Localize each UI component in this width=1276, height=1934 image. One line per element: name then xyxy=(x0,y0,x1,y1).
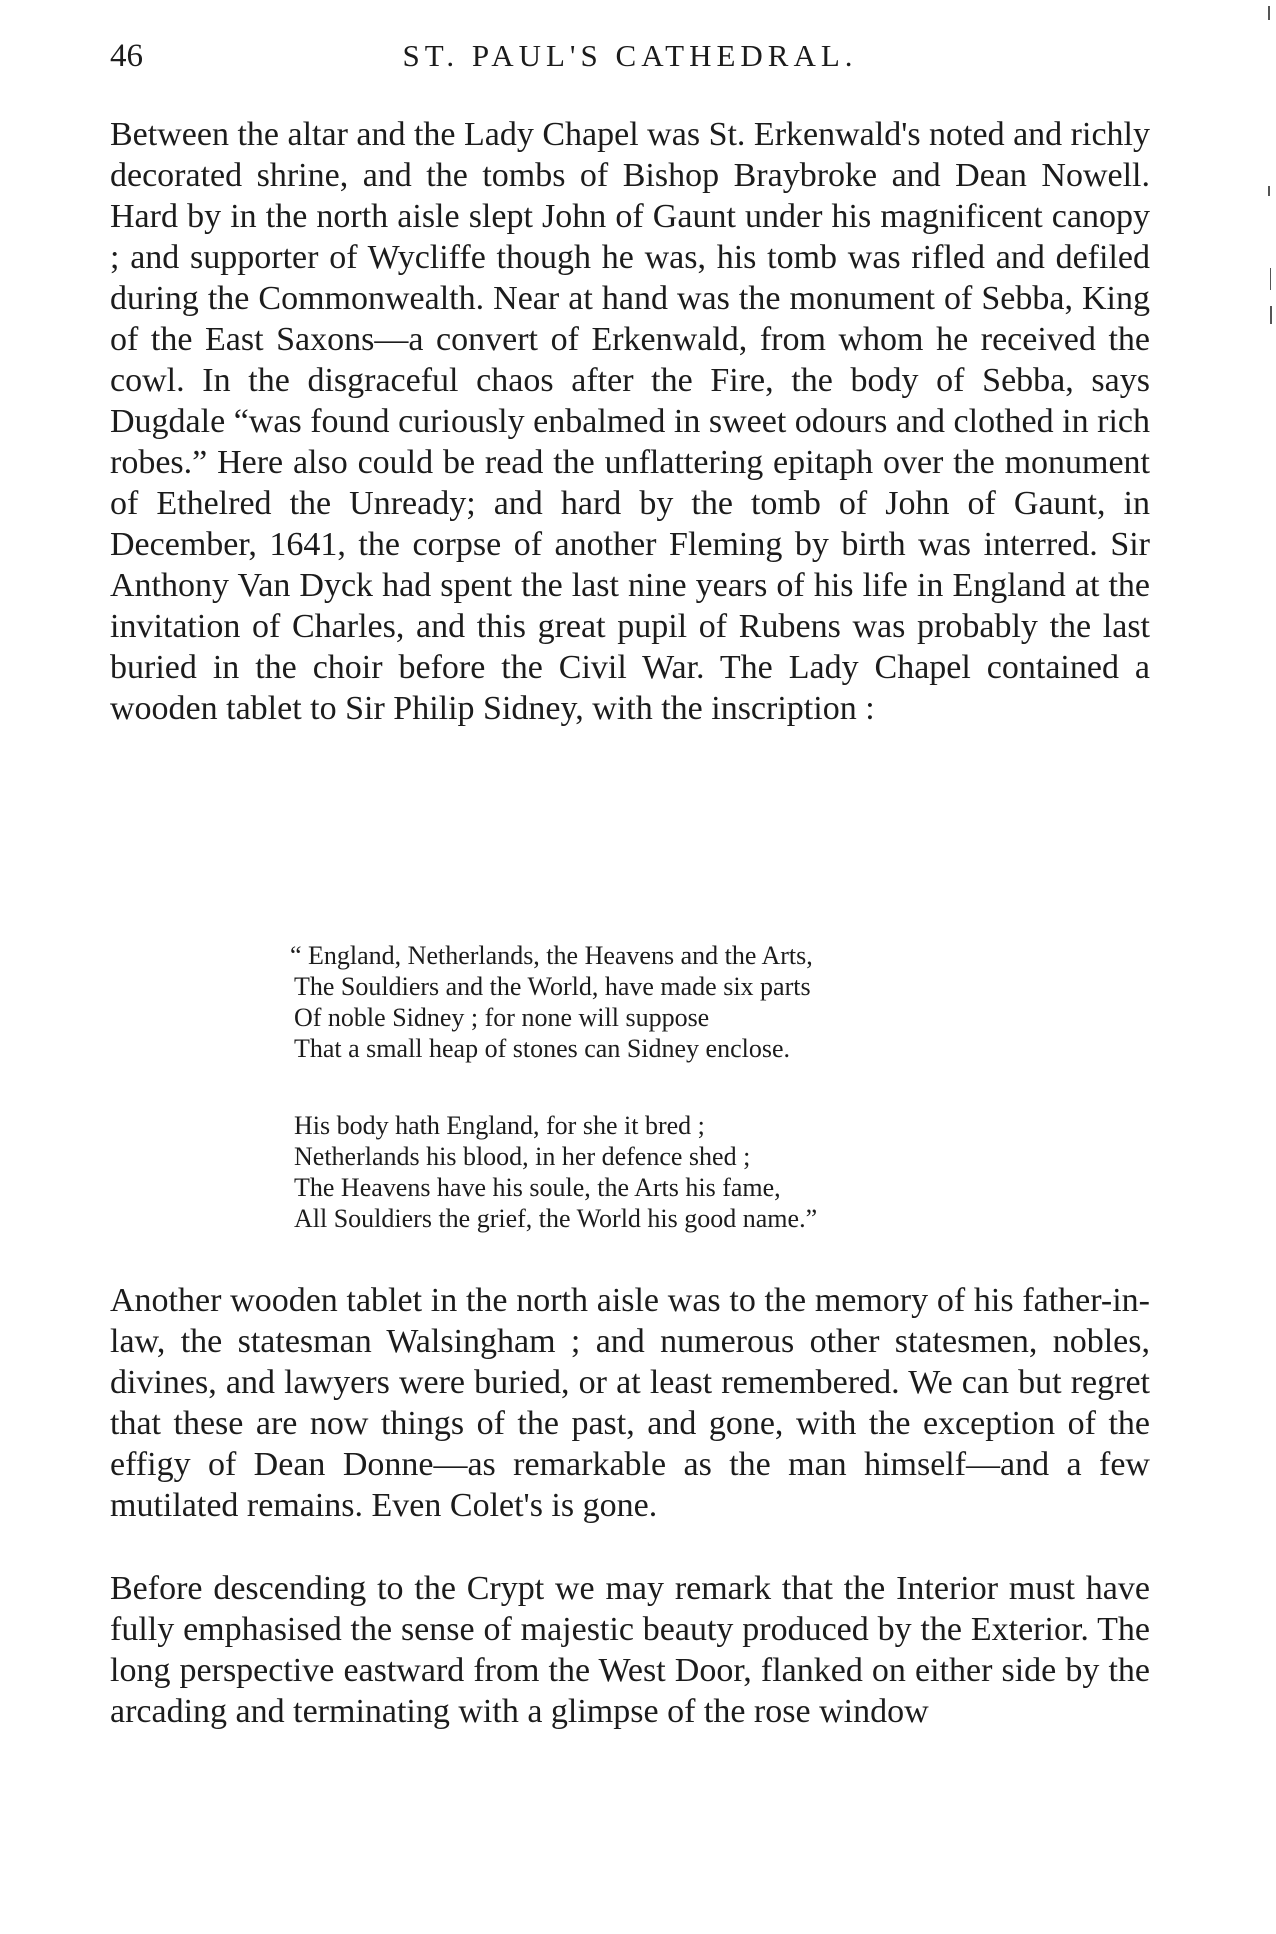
verse-line: His body hath England, for she it bred ; xyxy=(294,1111,705,1140)
scan-mark xyxy=(1270,306,1272,324)
scan-mark xyxy=(1268,6,1270,20)
running-title: ST. PAUL'S CATHEDRAL. xyxy=(402,38,858,73)
verse-line: “ England, Netherlands, the Heavens and the Arts, xyxy=(290,941,813,970)
scan-mark xyxy=(1268,186,1270,196)
verse-line: The Heavens have his soule, the Arts his fame, xyxy=(294,1173,781,1202)
paragraph-text: Before descending to the Crypt we may remark that the Interior must have fully emphasised the sense of majestic beauty produced by the Exterior. The long perspective eastward from the West Door, flanked on either side by the arcading and terminating with a glimpse of the rose window xyxy=(110,1570,1150,1730)
verse-line: Netherlands his blood, in her defence shed ; xyxy=(294,1142,751,1171)
paragraph-walsingham xyxy=(110,1280,1150,1526)
paragraph-text: Another wooden tablet in the north aisle was to the memory of his father-in-law, the statesman Walsingham ; and numerous other statesmen, nobles, divines, and lawyers were buried, or at least remembered. We can but regret that these are now things of the past, and gone, with the exception of the effigy of Dean Donne—as remarkable as the man himself—and a few mutilated remains. Even Colet's is gone. xyxy=(110,1282,1150,1524)
verse-line: Of noble Sidney ; for none will suppose xyxy=(294,1003,710,1032)
epitaph-stanza-1 xyxy=(290,940,1050,1064)
verse-line: All Souldiers the grief, the World his good name.” xyxy=(294,1204,818,1233)
verse-line: The Souldiers and the World, have made six parts xyxy=(294,972,811,1001)
epitaph-stanza-2 xyxy=(290,1110,1050,1234)
scan-mark xyxy=(1270,268,1271,290)
page-header xyxy=(110,38,1150,88)
paragraph-interior xyxy=(110,1568,1150,1732)
paragraph-sebba-van-dyck xyxy=(110,114,1150,729)
verse-line: That a small heap of stones can Sidney enclose. xyxy=(294,1034,791,1063)
paragraph-text: Between the altar and the Lady Chapel was St. Erkenwald's noted and richly decorated shrine, and the tombs of Bishop Braybroke and Dean Nowell. Hard by in the north aisle slept John of Gaunt under his magnificent canopy ; and supporter of Wycliffe though he was, his tomb was rifled and defiled during the Commonwealth. Near at hand was the monument of Sebba, King of the East Saxons—a convert of Erkenwald, from whom he received the cowl. In the disgraceful chaos after the Fire, the body of Sebba, says Dugdale “was found curiously enbalmed in sweet odours and clothed in rich robes.” Here also could be read the unflattering epitaph over the monument of Ethelred the Unready; and hard by the tomb of John of Gaunt, in December, 1641, the corpse of another Fleming by birth was interred. Sir Anthony Van Dyck had spent the last nine years of his life in England at the invitation of Charles, and this great pupil of Rubens was probably the last buried in the choir before the Civil War. The Lady Chapel contained a wooden tablet to Sir Philip Sidney, with the inscription : xyxy=(110,116,1150,727)
page-number: 46 xyxy=(110,38,143,74)
